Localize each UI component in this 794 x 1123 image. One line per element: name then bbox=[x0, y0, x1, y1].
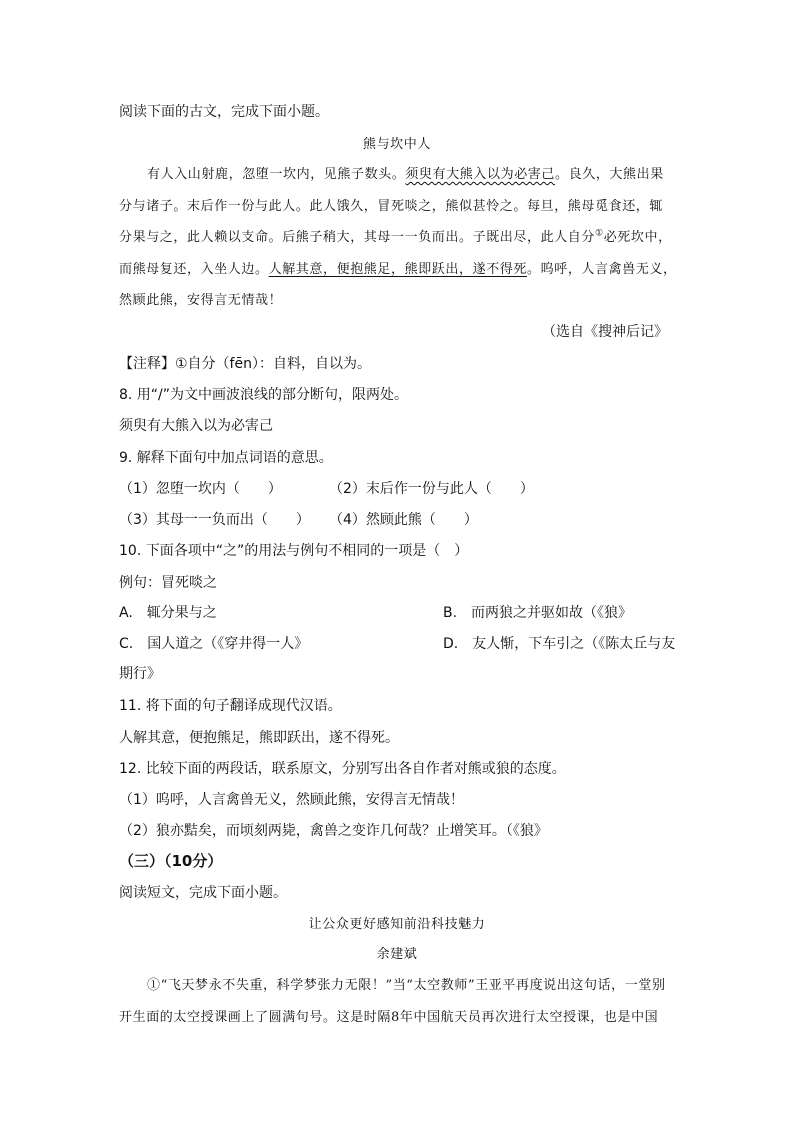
question-8-stem: 8. 用“/”为文中画波浪线的部分断句，限两处。 bbox=[119, 387, 409, 403]
reading-instruction-2: 阅读短文，完成下面小题。 bbox=[119, 885, 287, 901]
passage-line-3 bbox=[119, 229, 672, 247]
question-10-stem: 10. 下面各项中“之”的用法与例句不相同的一项是（ ） bbox=[119, 543, 469, 559]
passage-line-1 bbox=[147, 166, 664, 184]
passage-text: 必死坎中， bbox=[603, 230, 672, 245]
section-heading: （三）（10分） bbox=[119, 852, 223, 870]
question-11-sentence: 人解其意，便抱熊足，熊即跃出，遂不得死。 bbox=[119, 730, 399, 746]
option-d: D. 友人惭，下车引之（《陈太丘与友 bbox=[443, 636, 676, 652]
question-12-stem: 12. 比较下面的两段话，联系原文，分别写出各自作者对熊或狼的态度。 bbox=[119, 761, 566, 777]
question-12-item-2: （2）狼亦黠矣，而顷刻两毙，禽兽之变诈几何哉？止增笑耳。（《狼》 bbox=[119, 823, 548, 839]
question-9-row-1 bbox=[119, 480, 534, 498]
footnote-marker: ① bbox=[595, 228, 604, 239]
question-8-sentence: 须臾有大熊入以为必害己 bbox=[119, 418, 273, 434]
wavy-underlined-sentence: 须臾有大熊入以为必害己 bbox=[405, 167, 556, 182]
article-line-1: ①“飞天梦永不失重，科学梦张力无限！”当“太空教师”王亚平再度说出这句话，一堂别 bbox=[147, 978, 666, 993]
annotation-note: 【注释】①自分（fēn）：自料，自以为。 bbox=[119, 356, 371, 372]
passage-text: 。呜呼，人言禽兽无义， bbox=[527, 262, 677, 277]
passage-title: 熊与坎中人 bbox=[362, 137, 431, 152]
passage-text: 。良久，大熊出果 bbox=[555, 167, 664, 182]
passage-text: 分果与之，此人赖以支命。后熊子稍大，其母一一负而出。子既出尽，此人自分 bbox=[119, 230, 596, 245]
passage-text: 有人入山射鹿，忽堕一坎内，见熊子数头。 bbox=[147, 167, 406, 182]
option-c: C. 国人道之（《穿井得一人》 bbox=[119, 636, 309, 652]
passage-line-2: 分与诸子。末后作一份与此人。此人饿久，冒死啖之，熊似甚怜之。每旦，熊母觅食还，辄 bbox=[119, 199, 664, 214]
article-title: 让公众更好感知前沿科技魅力 bbox=[308, 917, 486, 932]
source-citation: （选自《搜神后记》 bbox=[542, 324, 668, 340]
question-9-item-1: （1）忽堕一坎内（ ） bbox=[119, 481, 282, 497]
option-a: A. 辄分果与之 bbox=[119, 605, 217, 621]
reading-instruction: 阅读下面的古文，完成下面小题。 bbox=[119, 104, 329, 120]
question-9-item-3: （3）其母一一负而出（ ） bbox=[119, 512, 310, 528]
question-9-item-4: （4）然顾此熊（ ） bbox=[329, 512, 478, 528]
question-10-example: 例句：冒死啖之 bbox=[119, 575, 217, 591]
passage-line-5: 然顾此熊，安得言无情哉！ bbox=[119, 293, 283, 308]
article-line-2: 开生面的太空授课画上了圆满句号。这是时隔8年中国航天员再次进行太空授课，也是中国 bbox=[119, 1010, 659, 1025]
passage-text: 而熊母复还，入坐人边。 bbox=[119, 262, 269, 277]
underlined-sentence: 人解其意，便抱熊足，熊即跃出，遂不得死 bbox=[268, 262, 528, 277]
question-10-row-1 bbox=[119, 604, 217, 622]
question-9-item-2: （2）末后作一份与此人（ ） bbox=[329, 481, 534, 497]
option-d-continued: 期行》 bbox=[119, 666, 161, 682]
question-11-stem: 11. 将下面的句子翻译成现代汉语。 bbox=[119, 698, 342, 714]
question-9-stem: 9. 解释下面句中加点词语的意思。 bbox=[119, 450, 333, 466]
question-9-row-2 bbox=[119, 511, 478, 529]
article-author: 余建斌 bbox=[376, 947, 418, 962]
option-b: B. 而两狼之并驱如故（《狼》 bbox=[443, 605, 633, 621]
question-12-item-1: （1）呜呼，人言禽兽无义，然顾此熊，安得言无情哉！ bbox=[119, 792, 464, 808]
passage-line-4 bbox=[119, 261, 677, 279]
